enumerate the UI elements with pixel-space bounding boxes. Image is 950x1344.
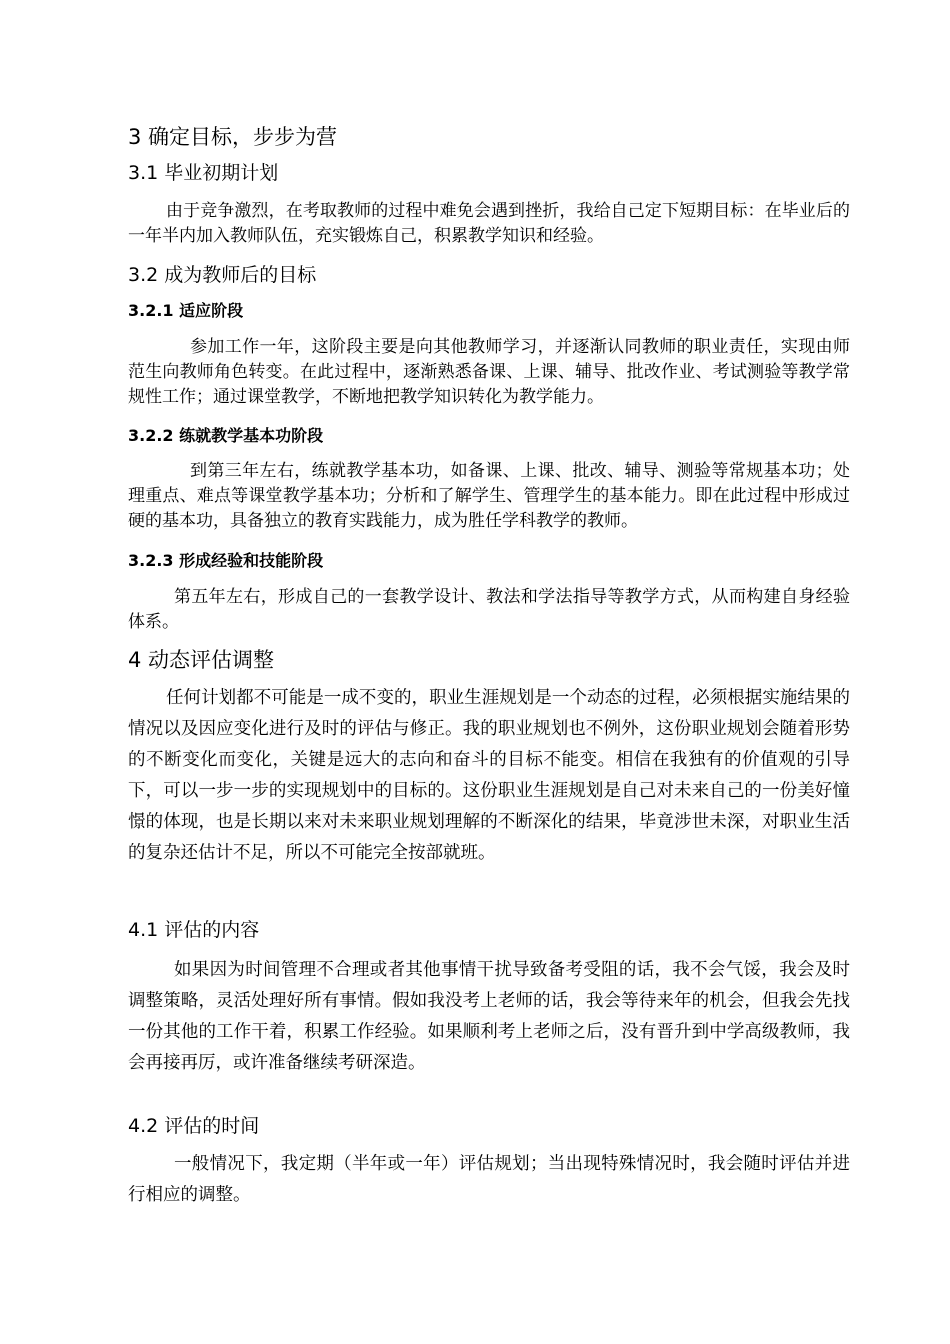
section-4-2-heading: 4.2 评估的时间 bbox=[128, 1115, 260, 1137]
section-4-2-paragraph: 一般情况下，我定期（半年或一年）评估规划；当出现特殊情况时，我会随时评估并进行相应的调整。 bbox=[128, 1154, 850, 1205]
section-3-2-3-heading: 3.2.3 形成经验和技能阶段 bbox=[128, 551, 324, 570]
section-3-1-paragraph: 由于竞争激烈，在考取教师的过程中难免会遇到挫折，我给自己定下短期目标：在毕业后的一年半内加入教师队伍，充实锻炼自己，积累教学知识和经验。 bbox=[128, 201, 850, 246]
section-3-2-2-paragraph: 到第三年左右，练就教学基本功，如备课、上课、批改、辅导、测验等常规基本功；处理重点、难点等课堂教学基本功；分析和了解学生、管理学生的基本能力。即在此过程中形成过硬的基本功，具备独立的教育实践能力，成为胜任学科教学的教师。 bbox=[128, 461, 850, 531]
section-3-2-2-heading: 3.2.2 练就教学基本功阶段 bbox=[128, 426, 324, 445]
section-3-2-3-paragraph: 第五年左右，形成自己的一套教学设计、教法和学法指导等教学方式，从而构建自身经验体系。 bbox=[128, 587, 850, 632]
section-3-heading: 3 确定目标，步步为营 bbox=[128, 125, 338, 149]
section-4-paragraph: 任何计划都不可能是一成不变的，职业生涯规划是一个动态的过程，必须根据实施结果的情况以及因应变化进行及时的评估与修正。我的职业规划也不例外，这份职业规划会随着形势的不断变化而变化，关键是远大的志向和奋斗的目标不能变。相信在我独有的价值观的引导下，可以一步一步的实现规划中的目标的。这份职业生涯规划是自己对未来自己的一份美好憧憬的体现，也是长期以来对未来职业规划理解的不断深化的结果，毕竟涉世未深，对职业生活的复杂还估计不足，所以不可能完全按部就班。 bbox=[128, 688, 850, 863]
section-3-2-1-paragraph: 参加工作一年，这阶段主要是向其他教师学习，并逐渐认同教师的职业责任，实现由师范生向教师角色转变。在此过程中，逐渐熟悉备课、上课、辅导、批改作业、考试测验等教学常规性工作；通过课堂教学，不断地把教学知识转化为教学能力。 bbox=[128, 337, 850, 407]
section-4-1-heading: 4.1 评估的内容 bbox=[128, 919, 260, 941]
section-4-1-paragraph: 如果因为时间管理不合理或者其他事情干扰导致备考受阻的话，我不会气馁，我会及时调整策略，灵活处理好所有事情。假如我没考上老师的话，我会等待来年的机会，但我会先找一份其他的工作干着，积累工作经验。如果顺利考上老师之后，没有晋升到中学高级教师，我会再接再厉，或许准备继续考研深造。 bbox=[128, 960, 850, 1073]
section-4-heading: 4 动态评估调整 bbox=[128, 648, 275, 672]
section-3-1-heading: 3.1 毕业初期计划 bbox=[128, 162, 279, 184]
section-3-2-1-heading: 3.2.1 适应阶段 bbox=[128, 301, 244, 320]
section-3-2-heading: 3.2 成为教师后的目标 bbox=[128, 264, 317, 286]
